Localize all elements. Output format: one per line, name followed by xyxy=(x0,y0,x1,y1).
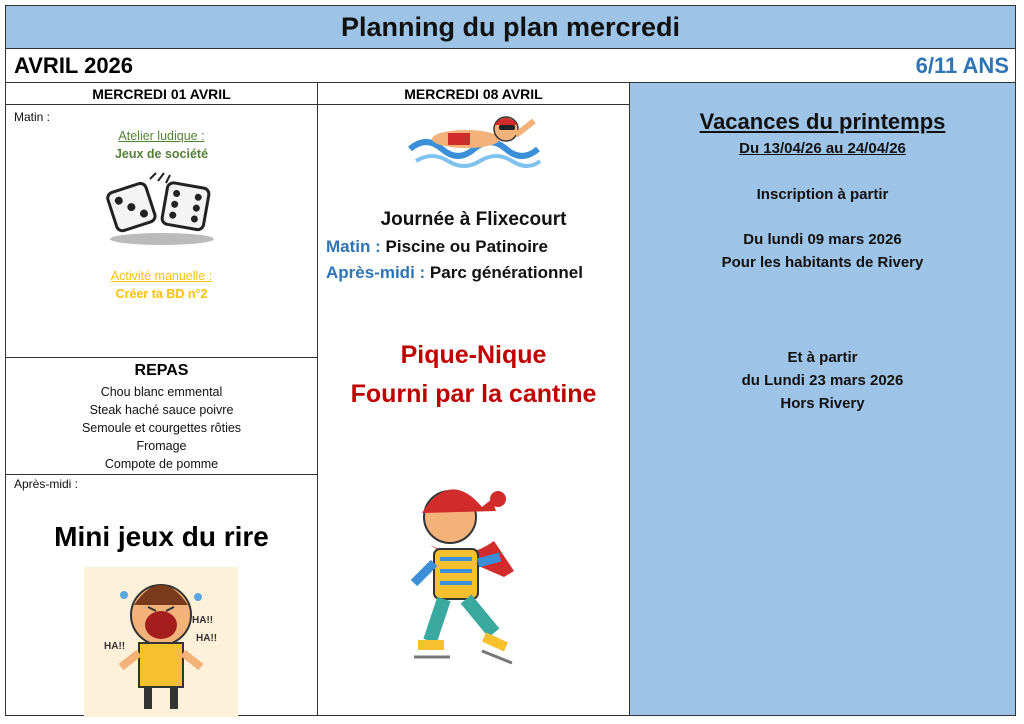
meal-item: Semoule et courgettes rôties xyxy=(81,421,242,435)
trip-afternoon-line xyxy=(326,263,583,283)
holidays-line6: Hors Rivery xyxy=(780,395,865,412)
picnic-line2: Fourni par la cantine xyxy=(350,380,597,408)
day1-column xyxy=(6,83,318,715)
activity1-title: Atelier ludique : xyxy=(118,129,205,143)
laugh-text: HA!! xyxy=(192,615,214,626)
holidays-line3: Pour les habitants de Rivery xyxy=(721,254,924,271)
trip-afternoon-activity: Parc générationnel xyxy=(429,263,583,282)
trip-morning-line xyxy=(326,237,548,257)
month-label: AVRIL 2026 xyxy=(14,53,134,78)
day1-header: MERCREDI 01 AVRIL xyxy=(6,83,317,105)
meal-item: Steak haché sauce poivre xyxy=(89,403,234,417)
trip-afternoon-label: Après-midi : xyxy=(326,263,426,282)
age-group-label: 6/11 ANS xyxy=(915,53,1009,78)
day1-morning-label: Matin : xyxy=(14,110,51,124)
month-row xyxy=(6,49,1015,83)
day2-header: MERCREDI 08 AVRIL xyxy=(318,83,629,105)
dice-icon xyxy=(102,169,218,249)
holidays-column xyxy=(630,83,1015,715)
page-title: Planning du plan mercredi xyxy=(6,6,1015,49)
activity2-name: Créer ta BD n°2 xyxy=(115,287,208,301)
divider-meal-bottom xyxy=(6,474,317,475)
holidays-dates: Du 13/04/26 au 24/04/26 xyxy=(739,140,906,157)
laugh-text: HA!! xyxy=(196,633,218,644)
activity2-title: Activité manuelle : xyxy=(110,269,213,283)
activity1-name: Jeux de société xyxy=(114,147,209,161)
afternoon-activity-title: Mini jeux du rire xyxy=(54,521,269,552)
meal-item: Compote de pomme xyxy=(104,457,219,471)
holidays-line4: Et à partir xyxy=(787,349,858,366)
trip-morning-activity: Piscine ou Patinoire xyxy=(385,237,549,256)
day2-column xyxy=(318,83,630,715)
ice-skater-icon xyxy=(388,473,558,673)
divider-meal-top xyxy=(6,357,317,358)
picnic-line1: Pique-Nique xyxy=(400,341,547,369)
meal-title: REPAS xyxy=(134,362,189,379)
swimmer-icon xyxy=(406,109,546,171)
meal-item: Fromage xyxy=(136,439,187,453)
holidays-line2: Du lundi 09 mars 2026 xyxy=(743,231,902,248)
laughing-kid-icon xyxy=(84,567,238,717)
holidays-line5: du Lundi 23 mars 2026 xyxy=(741,372,904,389)
day1-afternoon-label: Après-midi : xyxy=(14,477,79,491)
planning-sheet xyxy=(5,5,1016,716)
laugh-text: HA!! xyxy=(104,641,126,652)
trip-title: Journée à Flixecourt xyxy=(380,209,567,230)
holidays-line1: Inscription à partir xyxy=(756,186,889,203)
meal-item: Chou blanc emmental xyxy=(100,385,223,399)
trip-morning-label: Matin : xyxy=(326,237,381,256)
holidays-title: Vacances du printemps xyxy=(699,109,946,134)
